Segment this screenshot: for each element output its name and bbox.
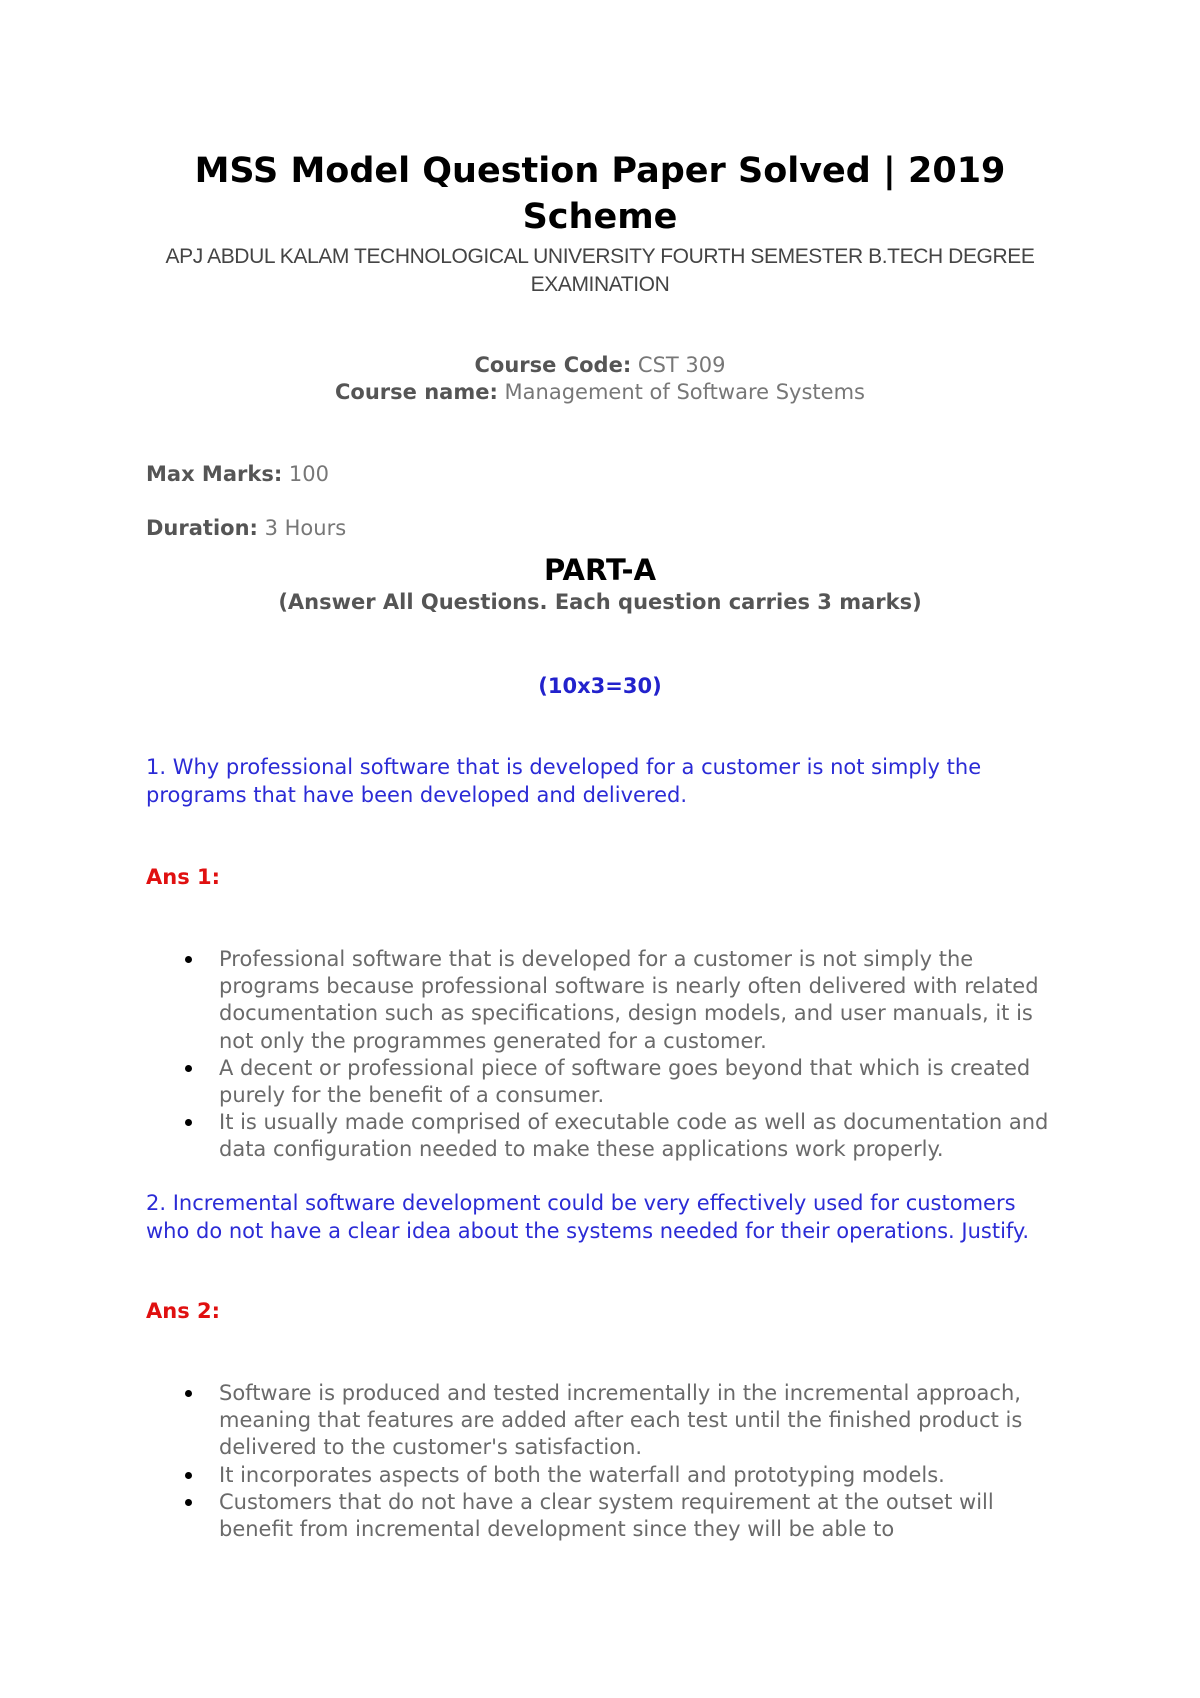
- question-1: 1. Why professional software that is developed for a customer is not simply the programs that have been developed and delivered.: [146, 755, 982, 807]
- answer-1-points: [146, 946, 1066, 1164]
- answer-1-label: Ans 1:: [146, 865, 221, 889]
- max-marks-value: 100: [288, 462, 329, 486]
- list-item: A decent or professional piece of software goes beyond that which is created purely for the benefit of a consumer.: [146, 1055, 1066, 1109]
- bullet-icon: [185, 1119, 192, 1126]
- max-marks-label: Max Marks:: [146, 462, 283, 486]
- document-title: MSS Model Question Paper Solved | 2019 Scheme: [194, 151, 1006, 237]
- university-exam-header: APJ ABDUL KALAM TECHNOLOGICAL UNIVERSITY FOURTH SEMESTER B.TECH DEGREE EXAMINATION: [165, 245, 1035, 296]
- bullet-icon: [185, 1472, 192, 1479]
- list-item: It incorporates aspects of both the waterfall and prototyping models.: [146, 1462, 1066, 1489]
- course-name-label: Course name:: [335, 380, 498, 404]
- course-code-line: [120, 351, 1080, 379]
- part-marks: (10x3=30): [538, 674, 662, 698]
- list-item: Software is produced and tested incrementally in the incremental approach, meaning that features are added after each test until the finished product is delivered to the customer's satisfaction.: [146, 1380, 1066, 1462]
- duration-line: [146, 514, 346, 542]
- answer-2-points: [146, 1380, 1066, 1543]
- max-marks-line: [146, 460, 329, 488]
- duration-label: Duration:: [146, 516, 258, 540]
- bullet-icon: [185, 1390, 192, 1397]
- course-code-label: Course Code:: [474, 353, 632, 377]
- answer-2-label: Ans 2:: [146, 1299, 221, 1323]
- part-instruction: (Answer All Questions. Each question carries 3 marks): [278, 590, 922, 614]
- list-item: It is usually made comprised of executable code as well as documentation and data configuration needed to make these applications work properly.: [146, 1109, 1066, 1163]
- bullet-icon: [185, 956, 192, 963]
- duration-value: 3 Hours: [264, 516, 347, 540]
- course-name-line: [120, 378, 1080, 406]
- question-2: 2. Incremental software development could be very effectively used for customers who do not have a clear idea about the systems needed for their operations. Justify.: [146, 1191, 1030, 1243]
- part-heading: PART-A: [543, 553, 657, 587]
- list-item: Customers that do not have a clear system requirement at the outset will benefit from incremental development since they will be able to: [146, 1489, 1066, 1543]
- bullet-icon: [185, 1065, 192, 1072]
- bullet-icon: [185, 1499, 192, 1506]
- course-name-value: Management of Software Systems: [504, 380, 865, 404]
- course-code-value: CST 309: [637, 353, 726, 377]
- list-item: Professional software that is developed for a customer is not simply the programs because professional software is nearly often delivered with related documentation such as specifications, design models, and user manuals, it is not only the programmes generated for a customer.: [146, 946, 1066, 1055]
